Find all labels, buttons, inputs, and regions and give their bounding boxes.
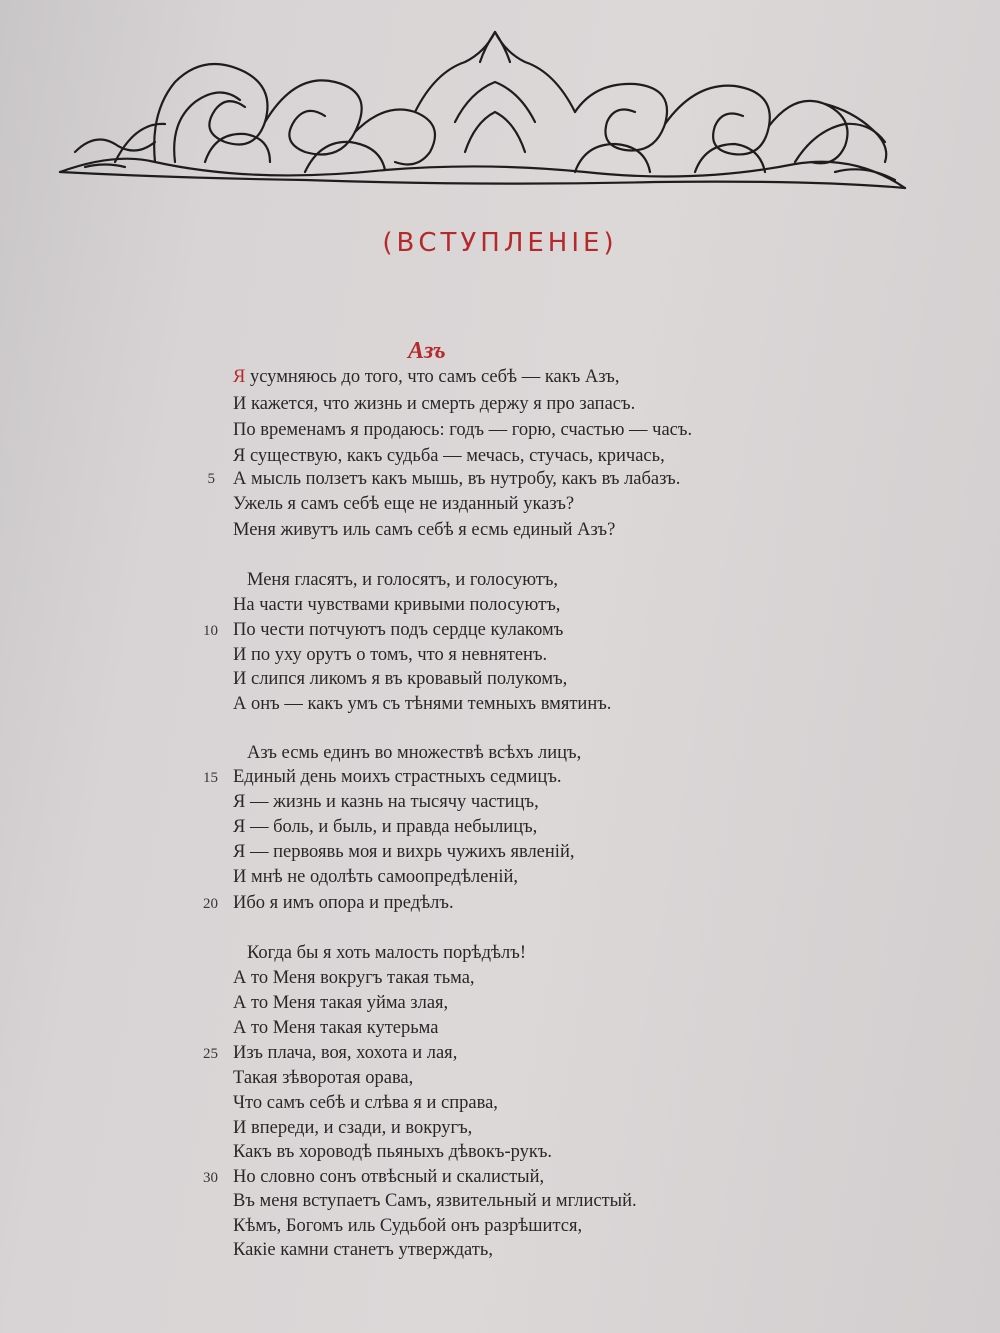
- verse-line: По чести потчуютъ подъ сердце кулакомъ: [233, 620, 564, 640]
- verse-line: Что самъ себѣ и слѣва я и справа,: [233, 1093, 498, 1113]
- line-number: 25: [203, 1046, 218, 1062]
- verse-line: Какіе камни станетъ утверждать,: [233, 1240, 493, 1260]
- interlace-ornament-headpiece: [55, 12, 910, 202]
- verse-line: Когда бы я хоть малость порѣдѣлъ!: [247, 943, 526, 963]
- verse-line: Азъ есмь единъ во множествѣ всѣхъ лицъ,: [247, 743, 582, 763]
- line-number: 30: [203, 1170, 218, 1186]
- line-number: 10: [203, 623, 218, 639]
- verse-line: Я — боль, и быль, и правда небылицъ,: [233, 817, 538, 837]
- verse-line: И по уху орутъ о томъ, что я невнятенъ.: [233, 645, 548, 665]
- verse-line: Ужель я самъ себѣ еще не изданный указъ?: [233, 494, 575, 514]
- verse-line: Единый день моихъ страстныхъ седмицъ.: [233, 767, 562, 787]
- line-number: 20: [203, 896, 218, 912]
- verse-line: Меня живутъ иль самъ себѣ я есмь единый Азъ?: [233, 520, 616, 540]
- verse-line: Въ меня вступаетъ Самъ, язвительный и мглистый.: [233, 1191, 637, 1211]
- verse-line: А то Меня такая кутерьма: [233, 1018, 439, 1038]
- drop-initial: Я: [233, 367, 246, 387]
- verse-line: И слипся ликомъ я въ кровавый полукомъ,: [233, 669, 568, 689]
- verse-line: Я существую, какъ судьба — мечась, стучась, кричась,: [233, 446, 665, 466]
- verse-line: Я — жизнь и казнь на тысячу частицъ,: [233, 792, 539, 812]
- line-number: 5: [207, 471, 215, 487]
- verse-line: И кажется, что жизнь и смерть держу я про запасъ.: [233, 394, 636, 414]
- verse-line: И впереди, и сзади, и вокругъ,: [233, 1118, 473, 1138]
- verse-line: А онъ — какъ умъ съ тѣнями темныхъ вмятинъ.: [233, 694, 612, 714]
- verse-line: На части чувствами кривыми полосуютъ,: [233, 595, 561, 615]
- poem-title: Азъ: [408, 338, 446, 364]
- section-heading: (ВСТУПЛЕНІЕ): [382, 228, 618, 258]
- verse-line: Но словно сонъ отвѣсный и скалистый,: [233, 1167, 545, 1187]
- verse-line: Ибо я имъ опора и предѣлъ.: [233, 893, 454, 913]
- verse-line: Я усумняюсь до того, что самъ себѣ — какъ Азъ,: [233, 367, 620, 387]
- verse-line: По временамъ я продаюсь: годъ — горю, счастью — часъ.: [233, 420, 693, 440]
- verse-line: Изъ плача, воя, хохота и лая,: [233, 1043, 458, 1063]
- line-number: 15: [203, 770, 218, 786]
- verse-line: Я — первоявь моя и вихрь чужихъ явленій,: [233, 842, 575, 862]
- verse-line: И мнѣ не одолѣть самоопредѣленій,: [233, 867, 518, 887]
- verse-line: Меня гласятъ, и голосятъ, и голосуютъ,: [247, 570, 559, 590]
- verse-line: Какъ въ хороводѣ пьяныхъ дѣвокъ-рукъ.: [233, 1142, 553, 1162]
- verse-line: Такая зѣворотая орава,: [233, 1068, 414, 1088]
- verse-line: А мысль ползетъ какъ мышь, въ нутробу, какъ въ лабазъ.: [233, 469, 681, 489]
- verse-line: А то Меня такая уйма злая,: [233, 993, 449, 1013]
- verse-line: Кѣмъ, Богомъ иль Судьбой онъ разрѣшится,: [233, 1216, 583, 1236]
- verse-line: А то Меня вокругъ такая тьма,: [233, 968, 475, 988]
